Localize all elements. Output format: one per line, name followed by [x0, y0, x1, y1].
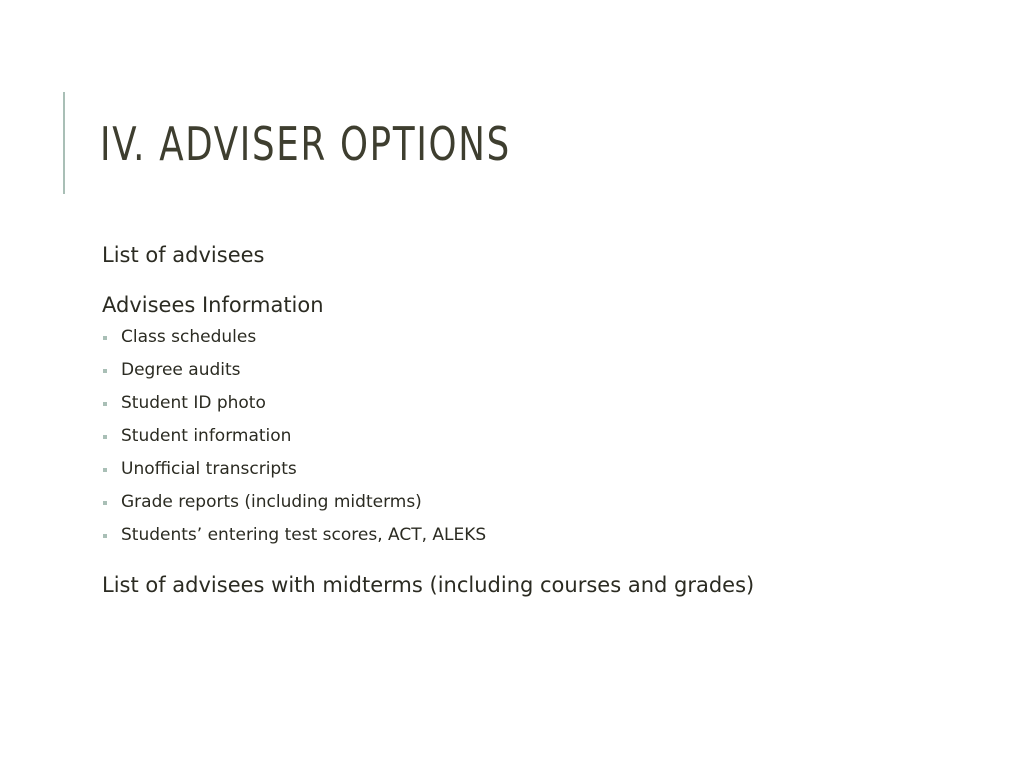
sub-item-label: Student information	[121, 426, 292, 446]
advisees-information-sublist	[102, 321, 982, 552]
slide-body	[102, 240, 982, 600]
slide-title: IV. ADVISER OPTIONS	[100, 117, 511, 171]
bullet-list-of-advisees: List of advisees	[102, 243, 265, 267]
sub-item-student-id-photo	[102, 387, 982, 420]
bullet-advisees-information: Advisees Information	[102, 293, 324, 317]
title-accent-bar	[63, 92, 65, 194]
square-bullet-icon	[103, 336, 107, 340]
sub-item-entering-test-scores	[102, 519, 982, 552]
square-bullet-icon	[103, 468, 107, 472]
sub-item-unofficial-transcripts	[102, 453, 982, 486]
square-bullet-icon	[103, 369, 107, 373]
sub-item-label: Grade reports (including midterms)	[121, 492, 422, 512]
sub-item-degree-audits	[102, 354, 982, 387]
square-bullet-icon	[103, 435, 107, 439]
square-bullet-icon	[103, 402, 107, 406]
sub-item-label: Degree audits	[121, 360, 241, 380]
sub-item-label: Class schedules	[121, 327, 257, 347]
sub-item-label: Students’ entering test scores, ACT, ALEKS	[121, 525, 487, 545]
square-bullet-icon	[103, 534, 107, 538]
sub-item-label: Unofficial transcripts	[121, 459, 297, 479]
square-bullet-icon	[103, 501, 107, 505]
sub-item-grade-reports	[102, 486, 982, 519]
sub-item-class-schedules	[102, 321, 982, 354]
sub-item-label: Student ID photo	[121, 393, 266, 413]
sub-item-student-information	[102, 420, 982, 453]
bullet-list-of-advisees-with-midterms: List of advisees with midterms (including courses and grades)	[102, 573, 755, 597]
